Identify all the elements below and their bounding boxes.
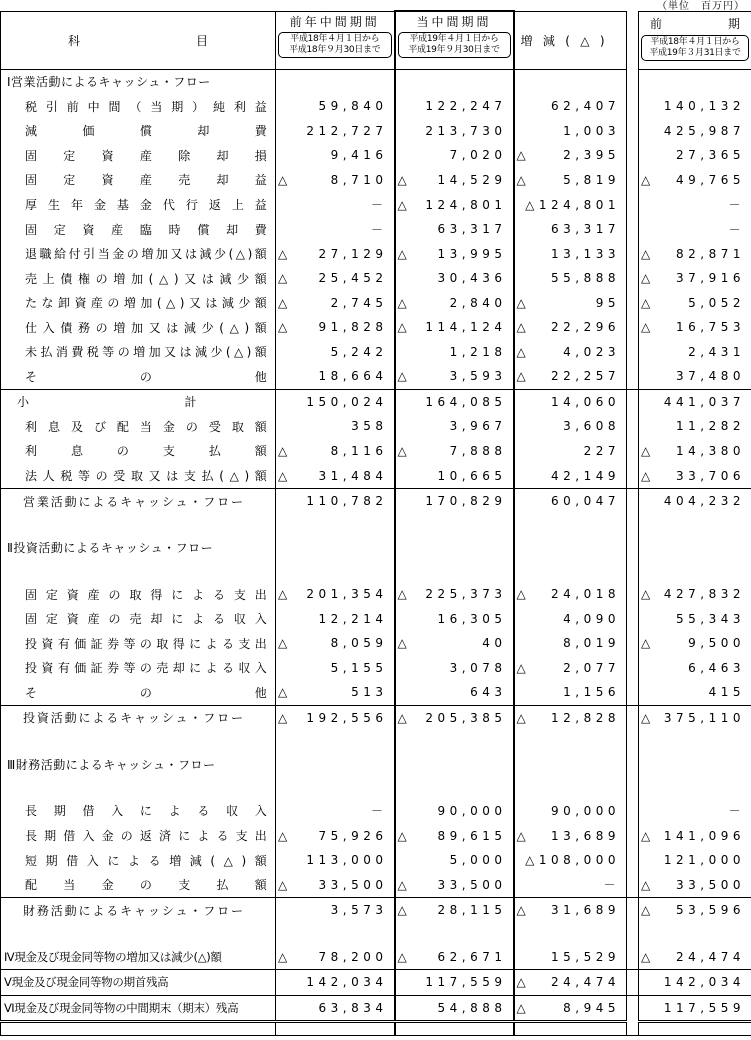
full-year-value: 415	[639, 680, 751, 705]
row-label: 固定資産の売却による収入	[1, 606, 276, 631]
negative-mark: △	[278, 587, 288, 602]
section-row	[1, 535, 751, 560]
negative-mark: △	[641, 320, 651, 335]
current-value: 90,000	[395, 799, 514, 824]
prev-value: △ 513	[276, 680, 395, 705]
table-row	[1, 192, 751, 217]
header-kamoku: 科目	[1, 11, 276, 69]
prev-value: 12,214	[276, 606, 395, 631]
prev-value: △ 8,059	[276, 631, 395, 656]
full-year-value: 2,431	[639, 340, 751, 365]
table-row	[1, 94, 751, 119]
prev-value: △ 8,710	[276, 168, 395, 193]
negative-mark: △	[641, 172, 651, 187]
negative-mark: △	[397, 587, 407, 602]
diff-value: △ 4,023	[514, 340, 627, 365]
section-row	[1, 69, 751, 94]
table-row	[1, 897, 751, 922]
prev-value: 113,000	[276, 848, 395, 873]
prev-value: －	[276, 799, 395, 824]
negative-mark: △	[516, 903, 526, 918]
section-row	[1, 752, 751, 777]
negative-mark: △	[278, 468, 288, 483]
current-value: 5,000	[395, 848, 514, 873]
full-year-value: －	[639, 217, 751, 242]
table-row	[1, 217, 751, 242]
table-row	[1, 389, 751, 414]
full-year-value: △ 37,916	[639, 266, 751, 291]
diff-value: 62,407	[514, 94, 627, 119]
spacer-row	[1, 730, 751, 752]
prev-value: －	[276, 192, 395, 217]
full-year-value: 404,232	[639, 488, 751, 513]
full-year-value: 121,000	[639, 848, 751, 873]
row-label: その他	[1, 680, 276, 705]
negative-mark: △	[641, 246, 651, 261]
prev-value: 150,024	[276, 389, 395, 414]
negative-mark: △	[278, 636, 288, 651]
diff-value: △ 2,395	[514, 143, 627, 168]
prev-value: △ 78,200	[276, 944, 395, 969]
negative-mark: △	[278, 295, 288, 310]
diff-value: 63,317	[514, 217, 627, 242]
diff-value: △ 24,018	[514, 582, 627, 607]
table-row	[1, 463, 751, 488]
negative-mark: △	[516, 320, 526, 335]
table-row	[1, 970, 751, 996]
diff-value: －	[514, 872, 627, 897]
diff-value: △ 5,819	[514, 168, 627, 193]
current-value: △ 205,385	[395, 705, 514, 730]
negative-mark: △	[397, 320, 407, 335]
table-row	[1, 680, 751, 705]
table-row	[1, 143, 751, 168]
negative-mark: △	[516, 828, 526, 843]
current-value: 63,317	[395, 217, 514, 242]
current-value: △ 114,124	[395, 315, 514, 340]
prev-value: △ 91,828	[276, 315, 395, 340]
spacer-row	[1, 513, 751, 535]
negative-mark: △	[641, 636, 651, 651]
full-year-value: △ 9,500	[639, 631, 751, 656]
row-label: Ⅲ財務活動によるキャッシュ・フロー	[1, 752, 276, 777]
full-year-value: 6,463	[639, 656, 751, 681]
header-prev: 前年中間期間 平成18年４月１日から 平成18年９月30日まで	[276, 11, 395, 69]
unit-note: （単位 百万円）	[657, 1, 745, 12]
full-year-value: △ 53,596	[639, 897, 751, 922]
negative-mark: △	[641, 271, 651, 286]
diff-value: 90,000	[514, 799, 627, 824]
diff-value: △108,000	[514, 848, 627, 873]
diff-value: 1,003	[514, 119, 627, 144]
full-year-value: －	[639, 192, 751, 217]
full-year-value: 11,282	[639, 414, 751, 439]
current-value: △ 3,593	[395, 364, 514, 389]
column-gap	[627, 11, 639, 69]
table-row	[1, 705, 751, 730]
diff-value: △ 12,828	[514, 705, 627, 730]
negative-mark: △	[397, 828, 407, 843]
row-label: 短期借入による増減(△)額	[1, 848, 276, 873]
prev-value: △ 25,452	[276, 266, 395, 291]
negative-mark: △	[278, 685, 288, 700]
negative-mark: △	[278, 949, 288, 964]
table-row	[1, 414, 751, 439]
negative-mark: △	[641, 295, 651, 310]
prev-value: 3,573	[276, 897, 395, 922]
prev-value: △ 31,484	[276, 463, 395, 488]
prev-value: 18,664	[276, 364, 395, 389]
full-year-value: △ 24,474	[639, 944, 751, 969]
prev-value: △ 2,745	[276, 290, 395, 315]
table-header	[1, 11, 751, 69]
table-row	[1, 872, 751, 897]
negative-mark: △	[516, 587, 526, 602]
current-value: △ 89,615	[395, 823, 514, 848]
diff-value: 13,133	[514, 241, 627, 266]
diff-value: △ 22,257	[514, 364, 627, 389]
current-value: △ 62,671	[395, 944, 514, 969]
prev-value: 110,782	[276, 488, 395, 513]
row-label: たな卸資産の増加(△)又は減少額	[1, 290, 276, 315]
row-label: 投資活動によるキャッシュ・フロー	[1, 705, 276, 730]
negative-mark: △	[278, 877, 288, 892]
negative-mark: △	[278, 271, 288, 286]
negative-mark: △	[397, 172, 407, 187]
full-year-value: 142,034	[639, 970, 751, 996]
table-row	[1, 241, 751, 266]
table-row	[1, 944, 751, 969]
prev-value: 9,416	[276, 143, 395, 168]
current-value: △ 33,500	[395, 872, 514, 897]
diff-value: △ 13,689	[514, 823, 627, 848]
diff-value: △ 24,474	[514, 970, 627, 996]
full-year-value: △ 33,500	[639, 872, 751, 897]
row-label: 未払消費税等の増加又は減少(△)額	[1, 340, 276, 365]
full-year-value: △ 49,765	[639, 168, 751, 193]
diff-value: 55,888	[514, 266, 627, 291]
current-value: 643	[395, 680, 514, 705]
negative-mark: △	[516, 660, 526, 675]
row-label: 法人税等の受取又は支払(△)額	[1, 463, 276, 488]
negative-mark: △	[397, 877, 407, 892]
row-label: Ⅵ現金及び現金同等物の中間期末（期末）残高	[1, 995, 276, 1022]
spacer-row	[1, 560, 751, 582]
current-value: △ 28,115	[395, 897, 514, 922]
row-label: 税引前中間（当期）純利益	[1, 94, 276, 119]
header-current: 当中間期間 平成19年４月１日から 平成19年９月30日まで	[395, 11, 514, 69]
row-label: 厚生年金基金代行返上益	[1, 192, 276, 217]
row-label: その他	[1, 364, 276, 389]
table-row	[1, 488, 751, 513]
table-row	[1, 656, 751, 681]
row-label: 固定資産除却損	[1, 143, 276, 168]
row-label: 固定資産売却益	[1, 168, 276, 193]
diff-value: △ 8,945	[514, 995, 627, 1022]
negative-mark: △	[516, 710, 526, 725]
current-value: △ 124,801	[395, 192, 514, 217]
spacer-row	[1, 922, 751, 944]
negative-mark: △	[397, 443, 407, 458]
diff-value: △ 95	[514, 290, 627, 315]
current-value: 3,967	[395, 414, 514, 439]
current-value: 54,888	[395, 995, 514, 1022]
table-row	[1, 799, 751, 824]
current-value: 117,559	[395, 970, 514, 996]
full-year-value: 27,365	[639, 143, 751, 168]
diff-value: 3,608	[514, 414, 627, 439]
negative-mark: △	[397, 295, 407, 310]
diff-value: 14,060	[514, 389, 627, 414]
negative-mark: △	[641, 828, 651, 843]
prev-value: －	[276, 217, 395, 242]
table-row	[1, 439, 751, 464]
negative-mark: △	[641, 468, 651, 483]
prev-value: △ 192,556	[276, 705, 395, 730]
current-value: 30,436	[395, 266, 514, 291]
current-value: 3,078	[395, 656, 514, 681]
negative-mark: △	[278, 172, 288, 187]
row-label: Ⅳ現金及び現金同等物の増加又は減少(△)額	[1, 944, 276, 969]
full-year-value: 425,987	[639, 119, 751, 144]
row-label: 売上債権の増加(△)又は減少額	[1, 266, 276, 291]
prev-value: △ 75,926	[276, 823, 395, 848]
full-year-value: －	[639, 799, 751, 824]
row-label: 投資有価証券等の取得による支出	[1, 631, 276, 656]
current-value: 213,730	[395, 119, 514, 144]
prev-value: △ 33,500	[276, 872, 395, 897]
row-label: 配当金の支払額	[1, 872, 276, 897]
current-value: 170,829	[395, 488, 514, 513]
negative-mark: △	[641, 949, 651, 964]
diff-value: △ 22,296	[514, 315, 627, 340]
table-row	[1, 364, 751, 389]
row-label: 利息の支払額	[1, 439, 276, 464]
negative-mark: △	[516, 369, 526, 384]
row-label: 営業活動によるキャッシュ・フロー	[1, 488, 276, 513]
row-label: 固定資産の取得による支出	[1, 582, 276, 607]
prev-value: △ 27,129	[276, 241, 395, 266]
prev-value: 142,034	[276, 970, 395, 996]
row-label: 投資有価証券等の売却による収入	[1, 656, 276, 681]
negative-mark: △	[397, 903, 407, 918]
negative-mark: △	[278, 246, 288, 261]
row-label: 長期借入金の返済による支出	[1, 823, 276, 848]
full-year-value: △ 427,832	[639, 582, 751, 607]
prev-value: 5,155	[276, 656, 395, 681]
negative-mark: △	[278, 443, 288, 458]
row-label: Ⅰ営業活動によるキャッシュ・フロー	[1, 69, 276, 94]
negative-mark: △	[516, 975, 526, 990]
negative-mark: △	[397, 710, 407, 725]
current-value: 10,665	[395, 463, 514, 488]
full-year-value: 441,037	[639, 389, 751, 414]
spacer-row	[1, 777, 751, 799]
current-value: 7,020	[395, 143, 514, 168]
prev-value: △ 201,354	[276, 582, 395, 607]
negative-mark: △	[516, 148, 526, 163]
diff-value: △124,801	[514, 192, 627, 217]
current-period: 平成19年４月１日から 平成19年９月30日まで	[398, 32, 511, 58]
negative-mark: △	[641, 710, 651, 725]
table-row	[1, 168, 751, 193]
prev-value: 358	[276, 414, 395, 439]
current-value: △ 13,995	[395, 241, 514, 266]
current-value: △ 14,529	[395, 168, 514, 193]
diff-value: △ 2,077	[514, 656, 627, 681]
full-year-value: 55,343	[639, 606, 751, 631]
current-value: 1,218	[395, 340, 514, 365]
negative-mark: △	[397, 949, 407, 964]
full-year-value: 140,132	[639, 94, 751, 119]
table-row	[1, 582, 751, 607]
diff-value: 1,156	[514, 680, 627, 705]
table-row	[1, 606, 751, 631]
negative-mark: △	[278, 320, 288, 335]
negative-mark: △	[641, 587, 651, 602]
diff-value: 4,090	[514, 606, 627, 631]
current-value: △ 225,373	[395, 582, 514, 607]
negative-mark: △	[516, 1000, 526, 1015]
negative-mark: △	[397, 636, 407, 651]
table-row	[1, 315, 751, 340]
prev-value: 63,834	[276, 995, 395, 1022]
prev-value: 5,242	[276, 340, 395, 365]
full-year-value: △ 5,052	[639, 290, 751, 315]
negative-mark: △	[516, 172, 526, 187]
row-label: 長期借入による収入	[1, 799, 276, 824]
table-row	[1, 266, 751, 291]
table-row	[1, 119, 751, 144]
row-label: 仕入債務の増加又は減少(△)額	[1, 315, 276, 340]
negative-mark: △	[516, 295, 526, 310]
prev-period: 平成18年４月１日から 平成18年９月30日まで	[278, 32, 392, 58]
full-year-value: △ 33,706	[639, 463, 751, 488]
header-full-year: 前期 平成18年４月１日から 平成19年３月31日まで	[639, 11, 751, 69]
negative-mark: △	[641, 877, 651, 892]
diff-value: 8,019	[514, 631, 627, 656]
negative-mark: △	[641, 903, 651, 918]
negative-mark: △	[278, 828, 288, 843]
row-label: 財務活動によるキャッシュ・フロー	[1, 897, 276, 922]
negative-mark: △	[397, 369, 407, 384]
row-label: 退職給付引当金の増加又は減少(△)額	[1, 241, 276, 266]
negative-mark: △	[641, 443, 651, 458]
row-label: Ⅴ現金及び現金同等物の期首残高	[1, 970, 276, 996]
full-year-value: △ 16,753	[639, 315, 751, 340]
current-value: △ 40	[395, 631, 514, 656]
header-diff: 増減(△)	[514, 11, 627, 69]
diff-value: 60,047	[514, 488, 627, 513]
negative-mark: △	[278, 710, 288, 725]
full-year-value: △ 14,380	[639, 439, 751, 464]
row-label: Ⅱ投資活動によるキャッシュ・フロー	[1, 535, 276, 560]
prev-value: 212,727	[276, 119, 395, 144]
table-row	[1, 848, 751, 873]
full-year-value: △ 375,110	[639, 705, 751, 730]
current-value: 164,085	[395, 389, 514, 414]
full-year-value: 117,559	[639, 995, 751, 1022]
prev-value: 59,840	[276, 94, 395, 119]
diff-value: 15,529	[514, 944, 627, 969]
prev-value: △ 8,116	[276, 439, 395, 464]
negative-mark: △	[397, 197, 407, 212]
full-year-value: △ 82,871	[639, 241, 751, 266]
row-label: 利息及び配当金の受取額	[1, 414, 276, 439]
full-year-value: 37,480	[639, 364, 751, 389]
current-value: △ 2,840	[395, 290, 514, 315]
full-year-value: △ 141,096	[639, 823, 751, 848]
table-row	[1, 823, 751, 848]
table-row	[1, 631, 751, 656]
table-row	[1, 340, 751, 365]
full-year-period: 平成18年４月１日から 平成19年３月31日まで	[641, 35, 749, 61]
table-row	[1, 290, 751, 315]
current-value: 16,305	[395, 606, 514, 631]
current-value: 122,247	[395, 94, 514, 119]
table-row	[1, 995, 751, 1022]
row-label: 小計	[1, 389, 276, 414]
row-label: 減価償却費	[1, 119, 276, 144]
diff-value: △ 31,689	[514, 897, 627, 922]
diff-value: 42,149	[514, 463, 627, 488]
diff-value: 227	[514, 439, 627, 464]
negative-mark: △	[516, 344, 526, 359]
current-value: △ 7,888	[395, 439, 514, 464]
table-bottom	[1, 1022, 751, 1036]
cash-flow-table	[0, 10, 751, 1036]
negative-mark: △	[397, 246, 407, 261]
row-label: 固定資産臨時償却費	[1, 217, 276, 242]
